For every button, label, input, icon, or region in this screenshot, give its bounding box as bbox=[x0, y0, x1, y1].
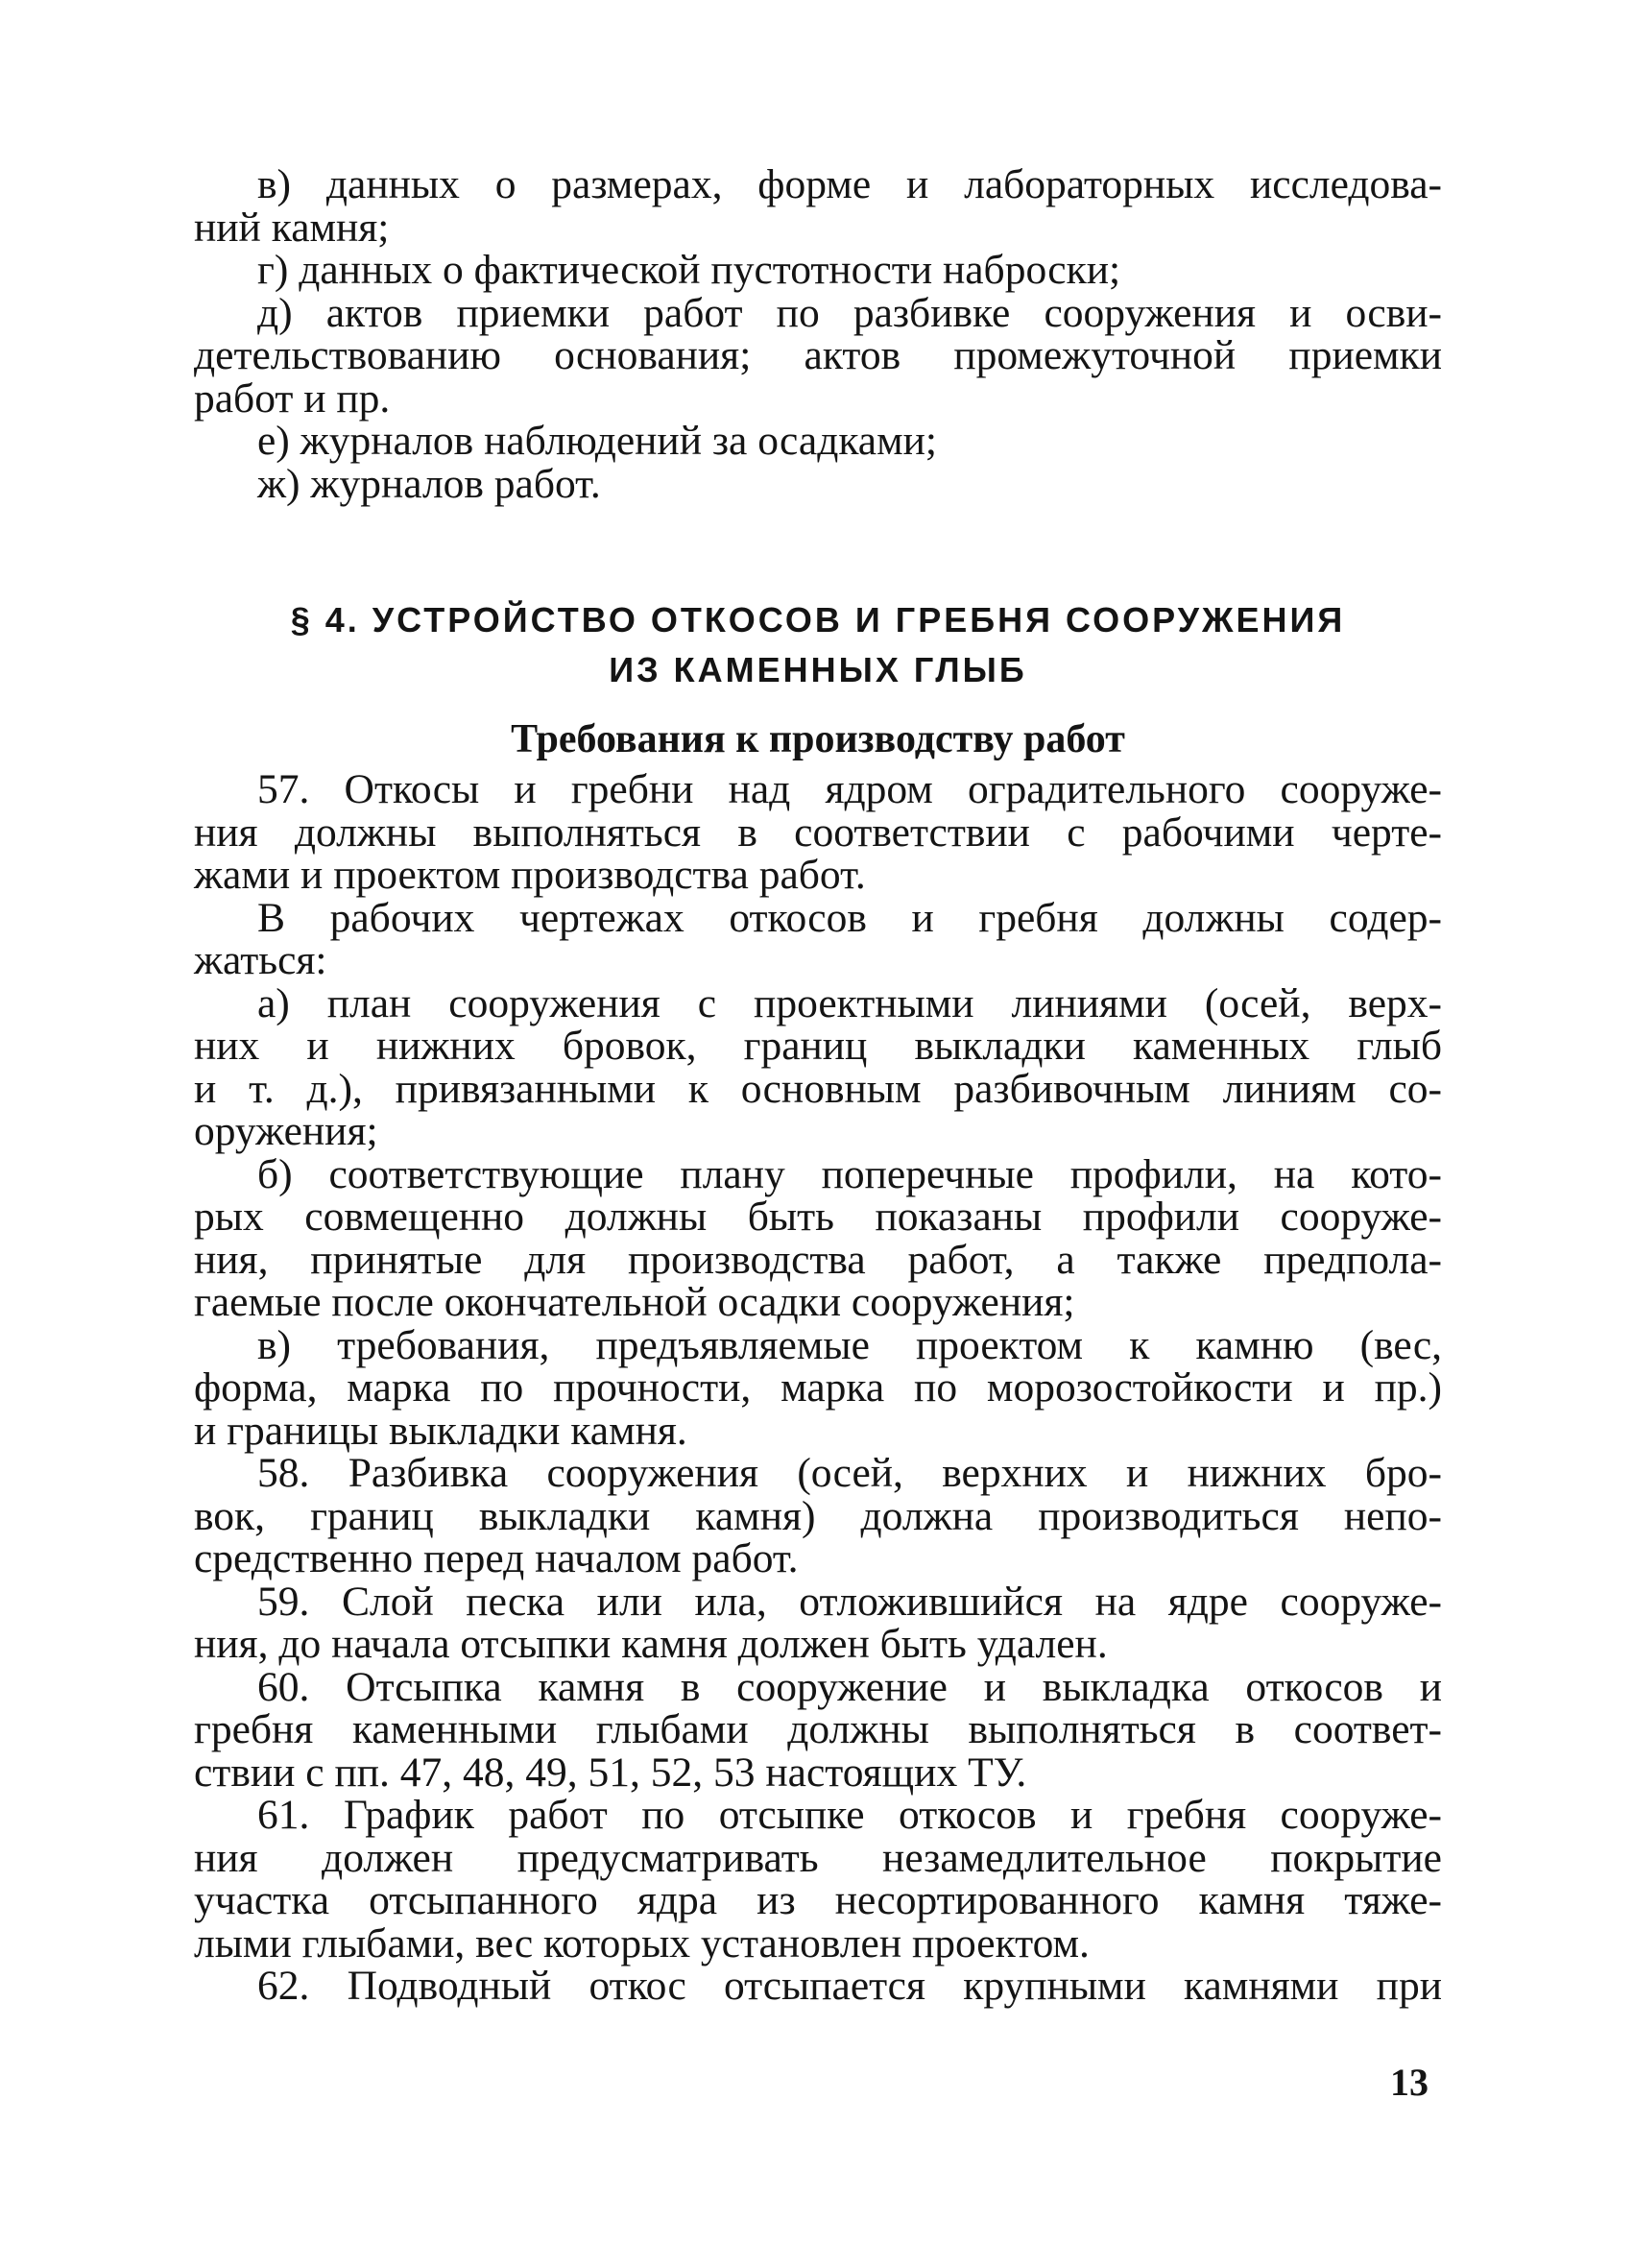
document-page bbox=[194, 163, 1442, 2008]
section-heading-line1: § 4. УСТРОЙСТВО ОТКОСОВ И ГРЕБНЯ СООРУЖЕНИЯ bbox=[290, 600, 1346, 639]
list-item-v: в) данных о размерах, форме и лабораторных исследова- ний камня; bbox=[194, 161, 1442, 251]
list-item-zh: ж) журналов работ. bbox=[257, 460, 601, 507]
page-number: 13 bbox=[1390, 2061, 1429, 2104]
paragraph-57: 57. Откосы и гребни над ядром оградительного сооруже- ния должны выполняться в соответствии с рабочими черте- жами и проектом производства работ. bbox=[194, 766, 1442, 898]
section-subheading: Требования к производству работ bbox=[511, 717, 1125, 761]
paragraph-61: 61. График работ по отсыпке откосов и гребня сооруже- ния должен предусматривать незамедлительное покрытие участка отсыпанного ядра из несортированного камня тяже- лыми глыбами, вес которых установлен проектом. bbox=[194, 1792, 1442, 1966]
paragraph-drawings-intro: В рабочих чертежах откосов и гребня должны содер- жаться: bbox=[194, 894, 1442, 983]
paragraph-58: 58. Разбивка сооружения (осей, верхних и нижних бро- вок, границ выкладки камня) должна производиться непо- средственно перед началом работ. bbox=[194, 1450, 1442, 1581]
paragraph-60: 60. Отсыпка камня в сооружение и выкладка откосов и гребня каменными глыбами должны выполняться в соответ- ствии с пп. 47, 48, 49, 51, 52, 53 настоящих ТУ. bbox=[194, 1663, 1442, 1796]
list-item-g: г) данных о фактической пустотности наброски; bbox=[257, 247, 1121, 293]
paragraph-item-b: б) соответствующие плану поперечные профили, на кото- рых совмещенно должны быть показаны профили сооруже- ния, принятые для производства работ, а также предпола- гаемые после окончательной осадки сооружения; bbox=[194, 1150, 1442, 1325]
section-heading-line2: ИЗ КАМЕННЫХ ГЛЫБ bbox=[609, 650, 1027, 689]
section-body bbox=[194, 768, 1442, 2008]
list-item-d: д) актов приемки работ по разбивке сооружения и осви- детельствованию основания; актов промежуточной приемки работ и пр. bbox=[194, 289, 1442, 422]
top-list bbox=[194, 163, 1442, 505]
paragraph-62: 62. Подводный откос отсыпается крупными камнями при bbox=[257, 1963, 1442, 2009]
paragraph-59: 59. Слой песка или ила, отложившийся на ядре сооруже- ния, до начала отсыпки камня должен быть удален. bbox=[194, 1578, 1442, 1667]
list-item-e: е) журналов наблюдений за осадками; bbox=[257, 418, 938, 464]
paragraph-item-a: а) план сооружения с проектными линиями (осей, верх- них и нижних бровок, границ выкладки каменных глыб и т. д.), привязанными к основным разбивочным линиям со- оружения; bbox=[194, 979, 1442, 1154]
section-header bbox=[194, 595, 1442, 762]
paragraph-item-v: в) требования, предъявляемые проектом к камню (вес, форма, марка по прочности, марка по морозостойкости и пр.) и границы выкладки камня. bbox=[194, 1321, 1442, 1454]
